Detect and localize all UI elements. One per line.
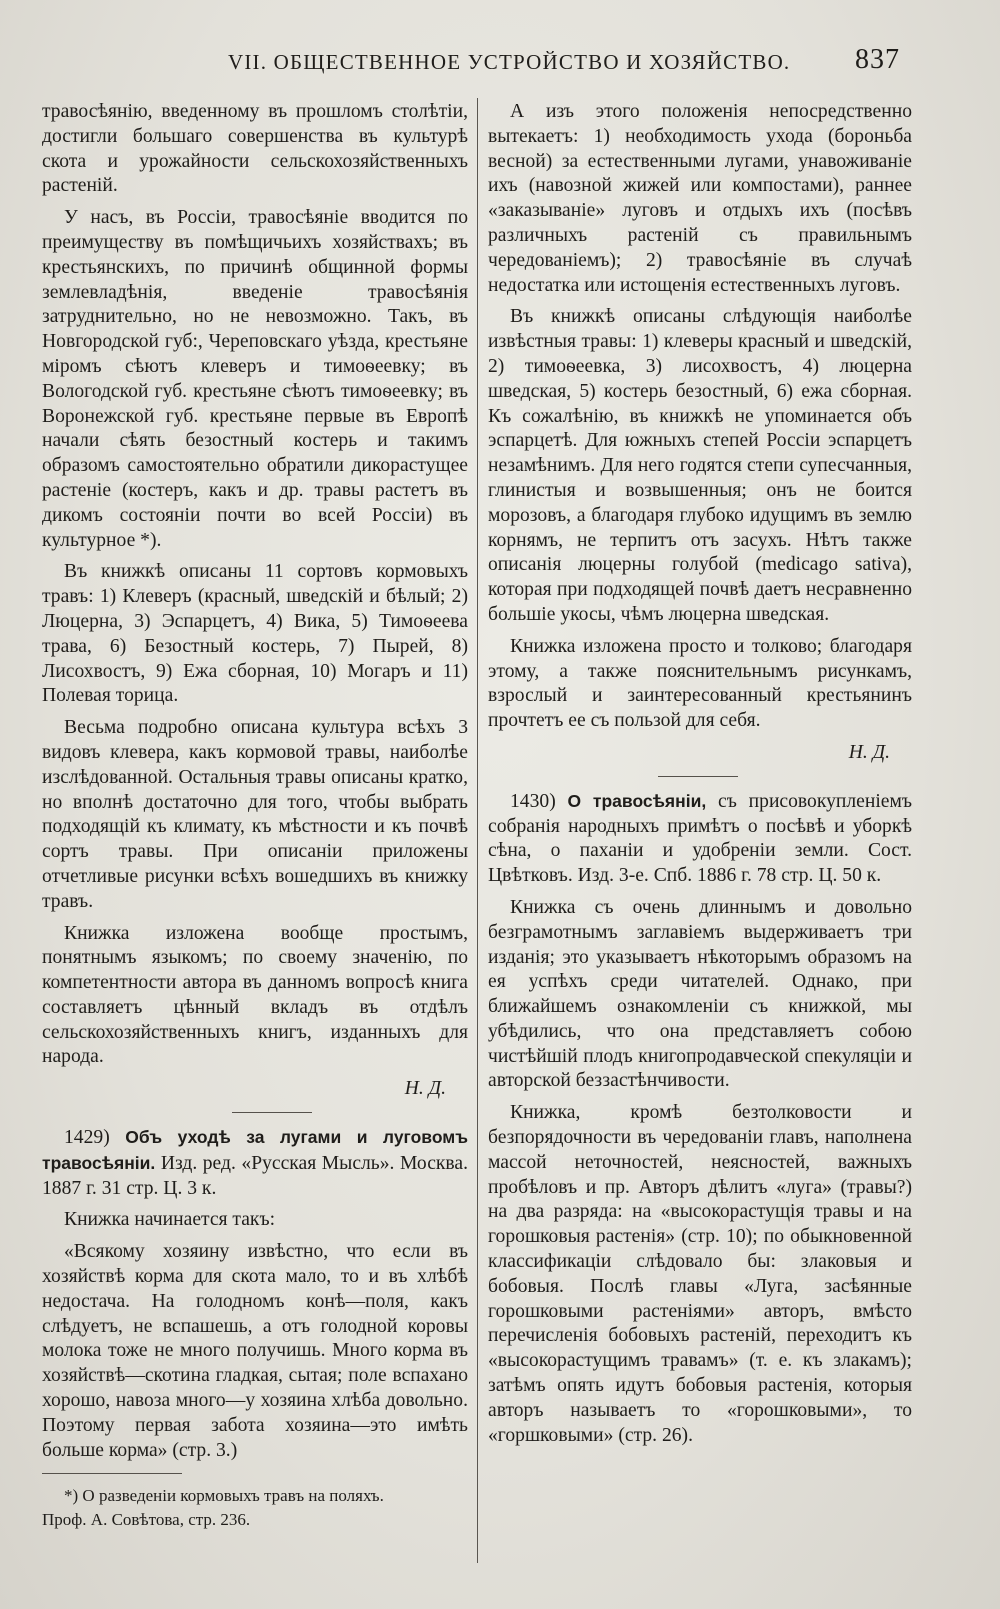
paragraph: А изъ этого положенія непосредственно вытекаетъ: 1) необходимость ухода (бороньба весной) за естественными лугами, унавоживаніе ихъ (навозной жижей или компостами), раннее «заказываніе» луговъ и отдыхъ ихъ (посѣвъ различныхъ растеній съ правильнымъ чередованіемъ); 2) травосѣяніе въ случаѣ недостатка или истощенія естественныхъ луговъ. [488, 101, 912, 296]
right-column [488, 100, 912, 1455]
author-signature: Н. Д. [848, 741, 890, 763]
paragraph: травосѣянію, введенному въ прошломъ столѣтіи, достигли большаго совершенства въ культурѣ скота и урожайности сельскохозяйственныхъ растеній. [42, 101, 468, 197]
quotation: «Всякому хозяину извѣстно, что если въ хозяйствѣ корма для скота мало, то и въ хлѣбѣ недостача. На голодномъ конѣ—поля, какъ слѣдуетъ, не вспашешь, а отъ голодной коровы молока тоже не много получишь. Много корма въ хозяйствѣ—скотина гладкая, сытая; поле вспахано хорошо, навоза много—у хозяина хлѣба довольно. Поэтому первая забота хозяина—это имѣть больше корма» (стр. 3.) [42, 1241, 468, 1461]
paragraph: Въ книжкѣ описаны 11 сортовъ кормовыхъ травъ: 1) Клеверъ (красный, шведскій и бѣлый; 2) Люцерна, 3) Эспарцетъ, 4) Вика, 5) Тимоѳеева трава, 6) Безостный костерь, 7) Пырей, 8) Лисохвостъ, 9) Ежа сборная, 10) Могаръ и 11) Полевая торица. [42, 561, 468, 707]
page-number: 837 [855, 44, 900, 75]
entry-1430 [488, 789, 912, 889]
author-signature: Н. Д. [404, 1078, 446, 1100]
separator-rule [232, 1112, 312, 1113]
footnote-line: *) О разведеніи кормовыхъ травъ на поляхъ. [64, 1486, 384, 1506]
paragraph: Книжка съ очень длиннымъ и довольно безграмотнымъ заглавіемъ выдерживаетъ три изданія; это указываетъ нѣкоторымъ образомъ на ея успѣхъ среди читателей. Однако, при ближайшемъ ознакомленіи съ книжкой, мы убѣдились, что она представляетъ собою чистѣйшій плодъ книгопродавческой спекуляціи и авторской беззастѣнчивости. [488, 896, 912, 1092]
entry-number: 1430) [510, 790, 556, 812]
paragraph: Въ книжкѣ описаны слѣдующія наиболѣе извѣстныя травы: 1) клеверы красный и шведскій, 2) тимоѳеевка, 3) лисохвостъ, 4) люцерна шведская, 5) костерь безостный, 6) ежа сборная. Къ сожалѣнію, въ книжкѣ не упоминается объ эспарцетѣ. Для южныхъ степей Россіи эспарцетъ незамѣнимъ. Для него годятся степи супесчанныя, глинистыя и возвышенныя; онъ не боится морозовъ, а благодаря глубоко идущимъ въ землю корнямъ, не терпитъ отъ засухъ. Нѣтъ также описанія люцерны голубой (medicago sativa), которая при подходящей почвѣ даетъ несравненно большіе укосы, чѣмъ люцерна шведская. [488, 306, 912, 625]
column-divider [477, 98, 478, 1563]
paragraph: Весьма подробно описана культура всѣхъ 3 видовъ клевера, какъ кормовой травы, наиболѣе изслѣдованной. Остальныя травы описаны кратко, но вполнѣ достаточно для того, чтобы выбрать подходящій къ климату, къ мѣстности и къ почвѣ сортъ травы. При описаніи приложены отчетливые рисунки всѣхъ вошедшихъ въ книжку травъ. [42, 717, 468, 912]
entry-title: О травосѣяніи, [567, 790, 707, 811]
entry-1429 [42, 1125, 468, 1201]
entry-imprint: Изд. ред. «Русская Мысль». Москва. 1887 г. 31 стр. Ц. 3 к. [42, 1152, 468, 1199]
entry-number: 1429) [64, 1127, 110, 1149]
footnote [42, 1484, 468, 1532]
left-column [42, 100, 468, 1532]
footnote-line: Проф. А. Совѣтова, стр. 236. [42, 1510, 251, 1530]
running-title: VII. ОБЩЕСТВЕННОЕ УСТРОЙСТВО И ХОЗЯЙСТВО. [228, 50, 791, 74]
separator-rule [658, 776, 738, 777]
footnote-rule [42, 1473, 182, 1474]
page-header [0, 44, 1000, 84]
entry-title: Объ уходѣ за лугами и луговомъ травосѣяніи. [42, 1127, 468, 1173]
paragraph: Книжка изложена просто и толково; благодаря этому, а также пояснительнымъ рисункамъ, взрослый и заинтересованный крестьянинъ прочтетъ ее съ пользой для себя. [488, 635, 912, 732]
entry-imprint: съ присовокупленіемъ собранія народныхъ примѣтъ о посѣвѣ и уборкѣ сѣна, о паханіи и удобреніи земли. Сост. Цвѣтковъ. Изд. 3-е. Спб. 1886 г. 78 стр. Ц. 50 к. [488, 790, 912, 887]
paragraph: Книжка начинается такъ: [64, 1209, 276, 1231]
paragraph: У насъ, въ Россіи, травосѣяніе вводится по преимуществу въ помѣщичьихъ хозяйствахъ; въ крестьянскихъ, по причинѣ общинной формы землевладѣнія, введеніе травосѣянія затруднительно, но не невозможно. Такъ, въ Новгородской губ:, Череповскаго уѣзда, крестьяне міромъ сѣютъ клеверъ и тимоѳеевку; въ Вологодской губ. крестьяне сѣютъ тимоѳеевку; въ Воронежской губ. крестьяне первые въ Европѣ начали сѣять безостный костерь и такимъ образомъ самостоятельно обратили дикорастущее растеніе (костеръ, какъ и др. травы растетъ въ дикомъ состояніи почти во всей Россіи) въ культурное *). [42, 207, 468, 551]
paragraph: Книжка, кромѣ безтолковости и безпорядочности въ чередованіи главъ, наполнена массой неточностей, неясностей, важныхъ пробѣловъ и пр. Авторъ дѣлитъ «луга» (травы?) на два разряда: на «высокорастущія травы и на горошковыя растенія» (стр. 10); по обыкновенной классификаціи слѣдовало бы: злаковыя и бобовыя. Послѣ главы «Луга, засѣянные горошковыми растеніями» авторъ, вмѣсто перечисленія бобовыхъ растеній, переходитъ къ «высокорастущимъ травамъ» (т. е. къ злакамъ); затѣмъ опять идутъ бобовыя растенія, которыя авторъ называетъ то «горошковыми», то «горшковыми» (стр. 26). [488, 1102, 912, 1446]
paragraph: Книжка изложена вообще простымъ, понятнымъ языкомъ; по своему значенію, по компетентности автора въ данномъ вопросѣ книга составляетъ цѣнный вкладъ въ отдѣлъ сельскохозяйственныхъ книгъ, изданныхъ для народа. [42, 922, 468, 1068]
